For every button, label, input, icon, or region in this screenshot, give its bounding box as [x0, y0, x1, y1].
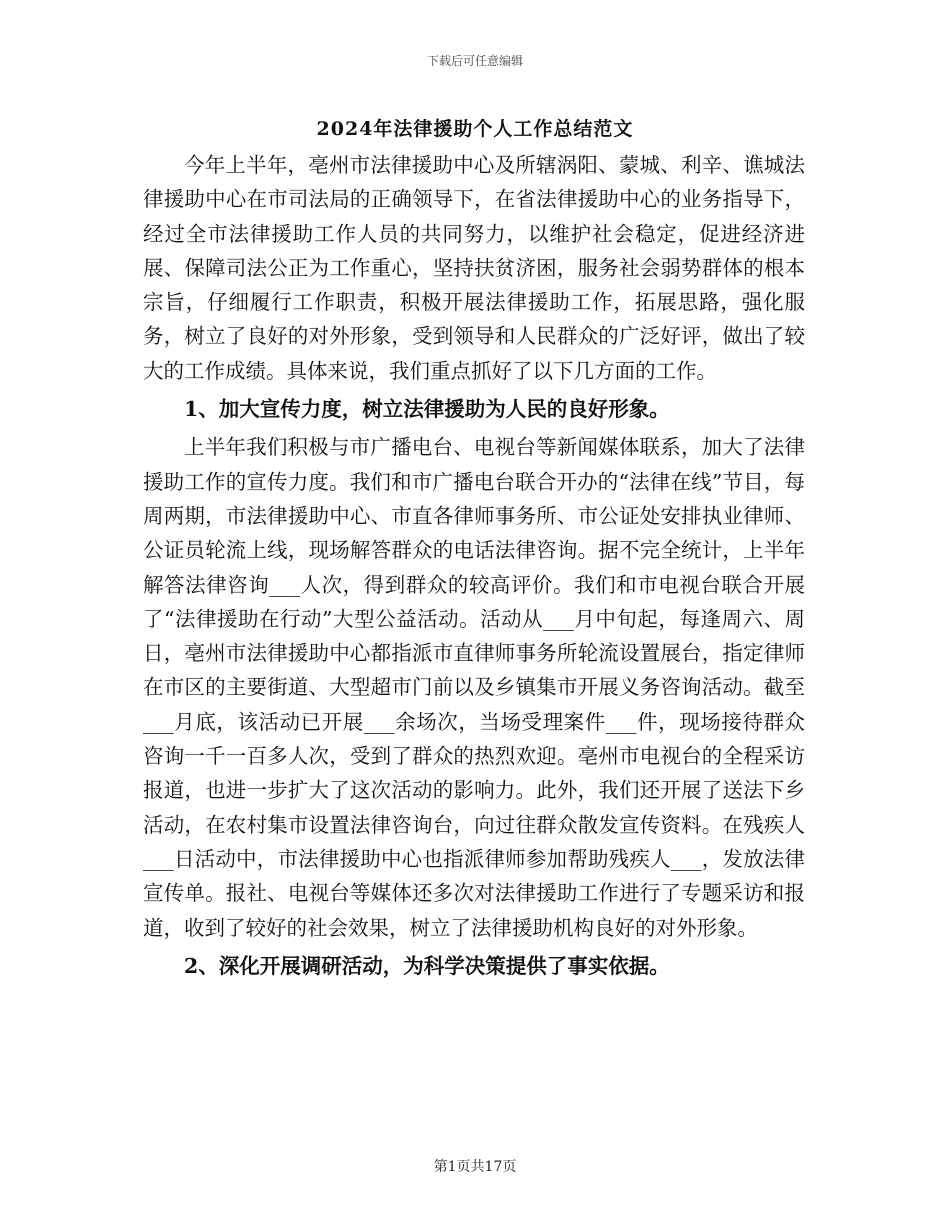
section-heading-1: 1、加大宣传力度，树立法律援助为人民的良好形象。: [184, 397, 670, 422]
header-note: 下载后可任意编辑: [426, 54, 523, 68]
page-footer: 第1页共17页: [433, 1159, 517, 1175]
section-heading-2: 2、深化开展调研活动，为科学决策提供了事实依据。: [184, 953, 670, 978]
document-body: [143, 148, 805, 987]
document-title: 2024年法律援助个人工作总结范文: [316, 118, 634, 140]
paragraph-intro: 今年上半年，亳州市法律援助中心及所辖涡阳、蒙城、利辛、谯城法律援助中心在市司法局的正确领导下，在省法律援助中心的业务指导下，经过全市法律援助工作人员的共同努力，以维护社会稳定，促进经济进展、保障司法公正为工作重心，坚持扶贫济困，服务社会弱势群体的根本宗旨，仔细履行工作职责，积极开展法律援助工作，拓展思路，强化服务，树立了良好的对外形象，受到领导和人民群众的广泛好评，做出了较大的工作成绩。具体来说，我们重点抓好了以下几方面的工作。: [143, 153, 805, 383]
paragraph-publicity: 上半年我们积极与市广播电台、电视台等新闻媒体联系，加大了法律援助工作的宣传力度。我们和市广播电台联合开办的“法律在线”节目，每周两期，市法律援助中心、市直各律师事务所、市公证处安排执业律师、公证员轮流上线，现场解答群众的电话法律咨询。据不完全统计，上半年解答法律咨询___人次，得到群众的较高评价。我们和市电视台联合开展了“法律援助在行动”大型公益活动。活动从___月中旬起，每逢周六、周日，亳州市法律援助中心都指派市直律师事务所轮流设置展台，指定律师在市区的主要街道、大型超市门前以及乡镇集市开展义务咨询活动。截至___月底，该活动已开展___余场次，当场受理案件___件，现场接待群众咨询一千一百多人次，受到了群众的热烈欢迎。亳州市电视台的全程采访报道，也进一步扩大了这次活动的影响力。此外，我们还开展了送法下乡活动，在农村集市设置法律咨询台，向过往群众散发宣传资料。在残疾人___日活动中，市法律援助中心也指派律师参加帮助残疾人___，发放法律宣传单。报社、电视台等媒体还多次对法律援助工作进行了专题采访和报道，收到了较好的社会效果，树立了法律援助机构良好的对外形象。: [143, 435, 805, 940]
